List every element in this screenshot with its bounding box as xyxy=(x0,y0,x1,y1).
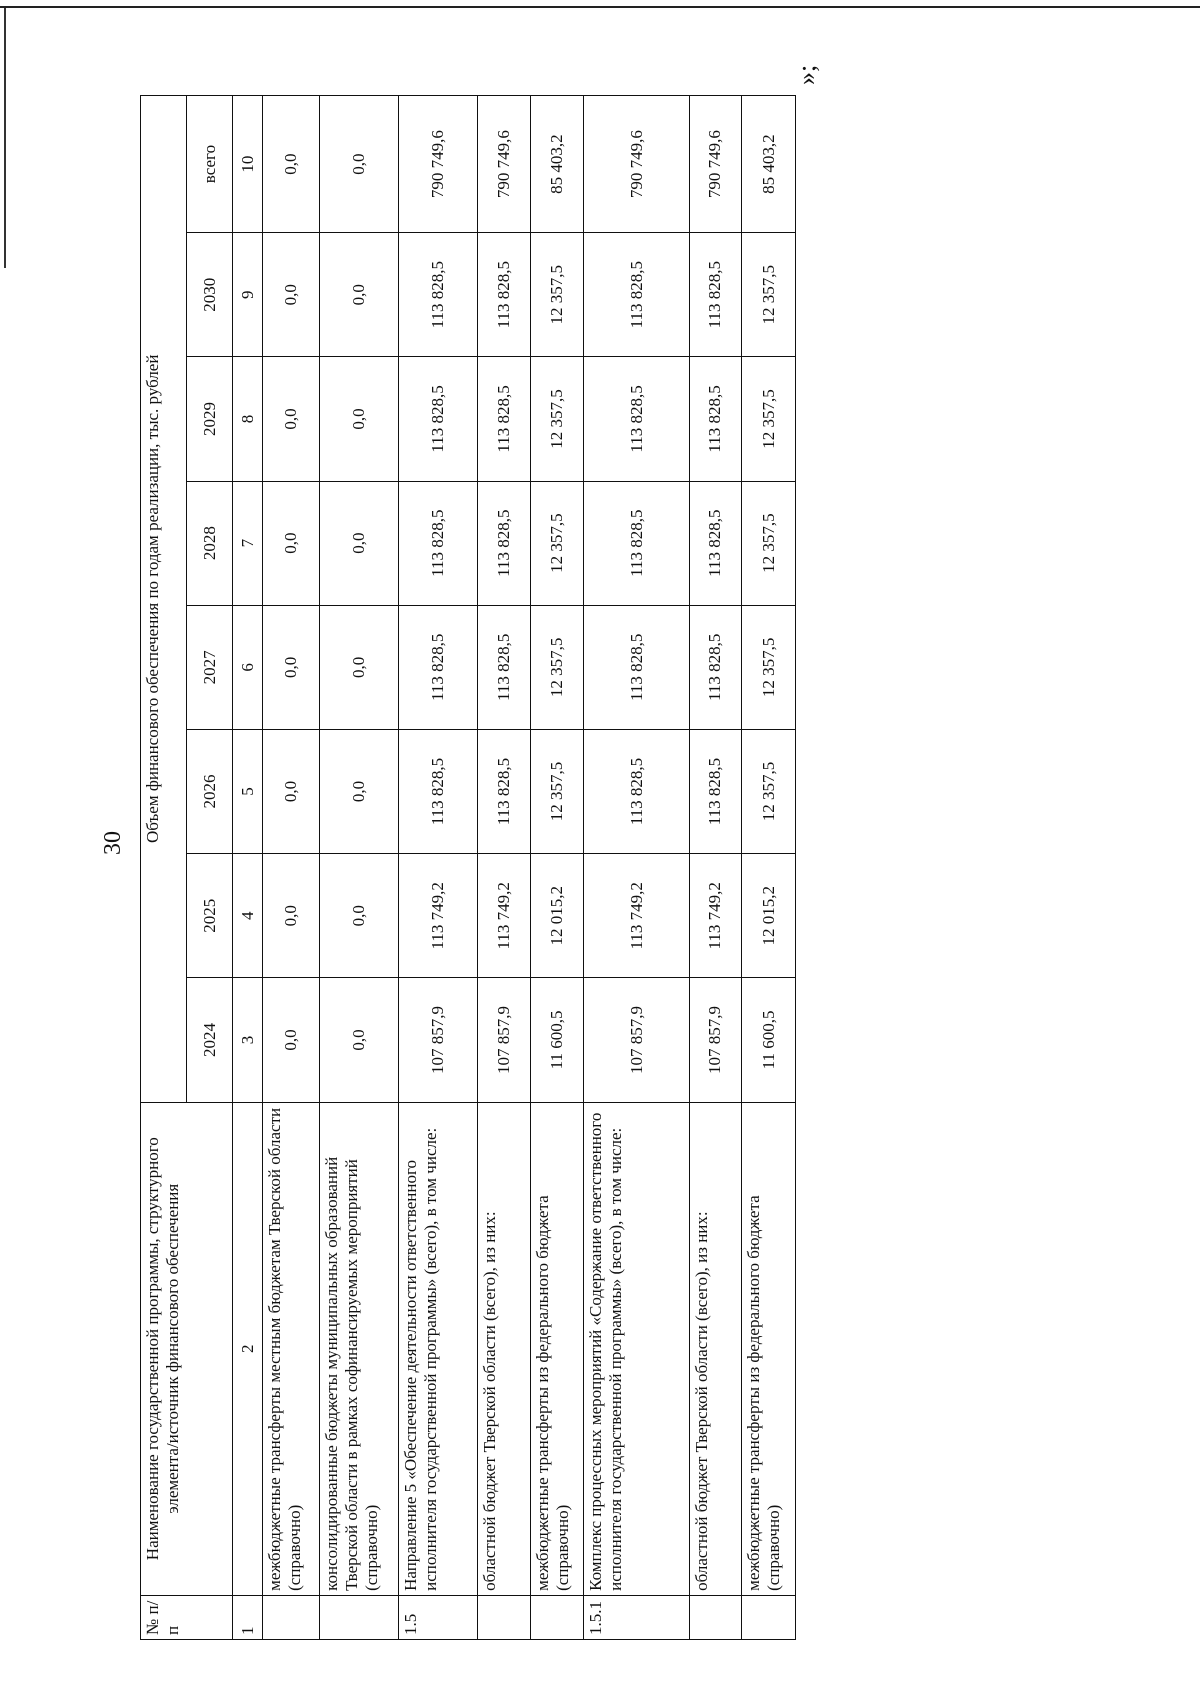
cell-value: 113 749,2 xyxy=(584,854,689,978)
table-row xyxy=(689,96,742,1640)
row-number xyxy=(263,1595,320,1639)
header-year: 2026 xyxy=(187,729,233,853)
cell-value: 12 015,2 xyxy=(530,854,584,978)
page-number: 30 xyxy=(100,831,126,855)
cell-value: 113 828,5 xyxy=(689,605,742,729)
row-number: 1.5.1 xyxy=(584,1595,689,1639)
cell-total: 790 749,6 xyxy=(689,96,742,233)
financing-table xyxy=(140,95,796,1640)
cell-value: 0,0 xyxy=(263,978,320,1102)
cell-total: 85 403,2 xyxy=(742,96,796,233)
cell-value: 113 828,5 xyxy=(478,481,531,605)
header-year: 2027 xyxy=(187,605,233,729)
cell-value: 12 357,5 xyxy=(530,233,584,357)
cell-value: 107 857,9 xyxy=(478,978,531,1102)
cell-value: 113 828,5 xyxy=(584,357,689,481)
row-number xyxy=(530,1595,584,1639)
cell-total: 0,0 xyxy=(320,96,399,233)
col-number: 10 xyxy=(233,96,263,233)
cell-value: 0,0 xyxy=(320,481,399,605)
cell-value: 113 828,5 xyxy=(584,481,689,605)
cell-value: 0,0 xyxy=(320,233,399,357)
row-name: Направление 5 «Обеспечение деятельности ответственного исполнителя государственной программы» (всего), в том числе: xyxy=(399,1102,478,1595)
header-name: Наименование государственной программы, структурного элемента/источник финансового обеспечения xyxy=(141,1102,233,1595)
cell-value: 113 828,5 xyxy=(399,233,478,357)
cell-value: 12 357,5 xyxy=(530,605,584,729)
cell-value: 113 828,5 xyxy=(584,233,689,357)
cell-value: 113 828,5 xyxy=(689,357,742,481)
cell-total: 0,0 xyxy=(263,96,320,233)
row-number: 1.5 xyxy=(399,1595,478,1639)
row-number xyxy=(689,1595,742,1639)
cell-value: 0,0 xyxy=(320,729,399,853)
cell-total: 85 403,2 xyxy=(530,96,584,233)
cell-value: 0,0 xyxy=(263,854,320,978)
col-number: 3 xyxy=(233,978,263,1102)
cell-value: 0,0 xyxy=(263,481,320,605)
cell-value: 113 828,5 xyxy=(399,605,478,729)
row-number xyxy=(478,1595,531,1639)
col-number: 7 xyxy=(233,481,263,605)
header-total: всего xyxy=(187,96,233,233)
cell-value: 113 828,5 xyxy=(399,357,478,481)
cell-value: 113 749,2 xyxy=(689,854,742,978)
cell-value: 113 828,5 xyxy=(478,605,531,729)
header-year: 2028 xyxy=(187,481,233,605)
scan-edge-line xyxy=(0,6,1200,8)
row-name: межбюджетные трансферты местным бюджетам Тверской области (справочно) xyxy=(263,1102,320,1595)
cell-value: 0,0 xyxy=(320,854,399,978)
cell-value: 113 749,2 xyxy=(399,854,478,978)
cell-value: 11 600,5 xyxy=(742,978,796,1102)
cell-value: 113 828,5 xyxy=(478,357,531,481)
cell-total: 790 749,6 xyxy=(478,96,531,233)
cell-value: 113 828,5 xyxy=(478,233,531,357)
header-year: 2030 xyxy=(187,233,233,357)
cell-value: 113 828,5 xyxy=(399,729,478,853)
cell-value: 113 828,5 xyxy=(584,729,689,853)
cell-value: 107 857,9 xyxy=(689,978,742,1102)
row-number xyxy=(320,1595,399,1639)
closing-mark: »; xyxy=(792,64,821,85)
header-num: № п/п xyxy=(141,1595,233,1639)
cell-value: 113 828,5 xyxy=(399,481,478,605)
cell-value: 0,0 xyxy=(320,357,399,481)
cell-value: 107 857,9 xyxy=(584,978,689,1102)
table-row xyxy=(399,96,478,1640)
row-name: межбюджетные трансферты из федерального бюджета (справочно) xyxy=(742,1102,796,1595)
header-volume: Объем финансового обеспечения по годам реализации, тыс. рублей xyxy=(141,96,187,1103)
cell-value: 12 357,5 xyxy=(742,357,796,481)
row-name: консолидированные бюджеты муниципальных образований Тверской области в рамках софинансируемых мероприятий (справочно) xyxy=(320,1102,399,1595)
col-number: 5 xyxy=(233,729,263,853)
table-row xyxy=(478,96,531,1640)
cell-value: 107 857,9 xyxy=(399,978,478,1102)
col-number: 8 xyxy=(233,357,263,481)
header-year: 2025 xyxy=(187,854,233,978)
row-name: областной бюджет Тверской области (всего), из них: xyxy=(689,1102,742,1595)
table-row xyxy=(742,96,796,1640)
cell-total: 790 749,6 xyxy=(584,96,689,233)
row-name: Комплекс процессных мероприятий «Содержание ответственного исполнителя государственной программы» (всего), в том числе: xyxy=(584,1102,689,1595)
cell-value: 12 015,2 xyxy=(742,854,796,978)
cell-value: 12 357,5 xyxy=(530,357,584,481)
cell-value: 113 828,5 xyxy=(478,729,531,853)
cell-value: 12 357,5 xyxy=(742,605,796,729)
table-row xyxy=(584,96,689,1640)
cell-value: 12 357,5 xyxy=(742,233,796,357)
cell-value: 113 828,5 xyxy=(689,233,742,357)
table-row xyxy=(320,96,399,1640)
cell-value: 0,0 xyxy=(263,357,320,481)
cell-value: 113 828,5 xyxy=(584,605,689,729)
scan-edge-line xyxy=(4,8,6,268)
col-number: 9 xyxy=(233,233,263,357)
col-number: 6 xyxy=(233,605,263,729)
cell-value: 12 357,5 xyxy=(742,729,796,853)
header-year: 2029 xyxy=(187,357,233,481)
cell-value: 11 600,5 xyxy=(530,978,584,1102)
row-number xyxy=(742,1595,796,1639)
row-name: областной бюджет Тверской области (всего), из них: xyxy=(478,1102,531,1595)
cell-value: 12 357,5 xyxy=(742,481,796,605)
header-year: 2024 xyxy=(187,978,233,1102)
cell-value: 113 828,5 xyxy=(689,729,742,853)
row-name: межбюджетные трансферты из федерального бюджета (справочно) xyxy=(530,1102,584,1595)
cell-value: 0,0 xyxy=(263,233,320,357)
cell-total: 790 749,6 xyxy=(399,96,478,233)
col-number: 1 xyxy=(233,1595,263,1639)
cell-value: 12 357,5 xyxy=(530,481,584,605)
cell-value: 0,0 xyxy=(263,729,320,853)
col-number: 4 xyxy=(233,854,263,978)
cell-value: 0,0 xyxy=(320,978,399,1102)
cell-value: 113 749,2 xyxy=(478,854,531,978)
cell-value: 12 357,5 xyxy=(530,729,584,853)
cell-value: 0,0 xyxy=(263,605,320,729)
table-row xyxy=(530,96,584,1640)
cell-value: 113 828,5 xyxy=(689,481,742,605)
col-number: 2 xyxy=(233,1102,263,1595)
table-row xyxy=(263,96,320,1640)
rotated-table-container xyxy=(140,95,796,1640)
cell-value: 0,0 xyxy=(320,605,399,729)
